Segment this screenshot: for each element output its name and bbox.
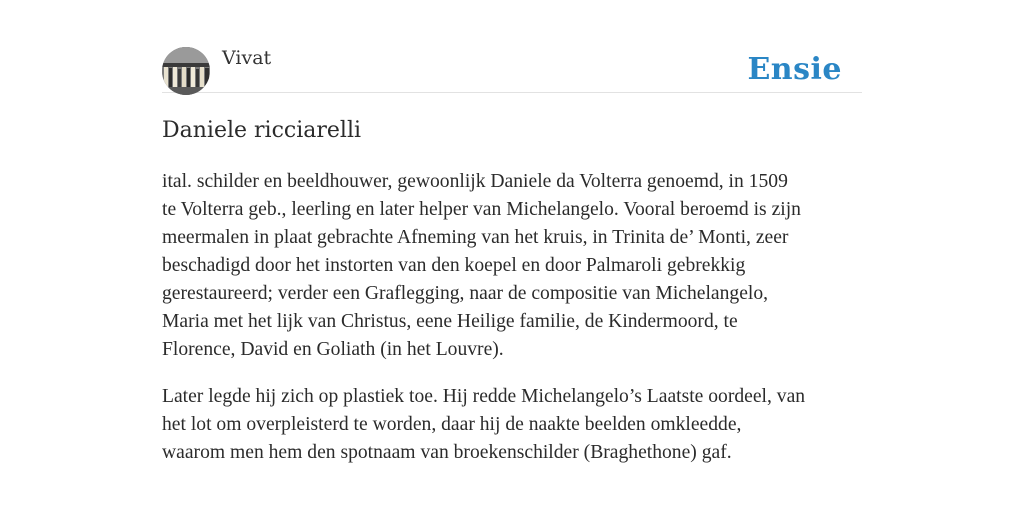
brand-logo[interactable]: Ensie (747, 52, 842, 87)
entry-card (162, 0, 862, 512)
entry-title: Daniele ricciarelli (162, 118, 362, 143)
text-line: het lot om overpleisterd te worden, daar hij de naakte beelden omkleedde, (162, 414, 742, 435)
text-line: waarom men hem den spotnaam van broekenschilder (Braghethone) gaf. (162, 442, 732, 463)
text-line: Florence, David en Goliath (in het Louvre). (162, 339, 504, 360)
text-line: beschadigd door het instorten van den koepel en door Palmaroli gebrekkig (162, 255, 746, 276)
text-line: meermalen in plaat gebrachte Afneming van het kruis, in Trinita de’ Monti, zeer (162, 227, 789, 248)
source-avatar[interactable] (162, 47, 210, 95)
source-name[interactable]: Vivat (222, 47, 272, 69)
text-line: Maria met het lijk van Christus, eene Heilige familie, de Kindermoord, te (162, 311, 738, 332)
book-shelf-icon (162, 47, 210, 95)
text-line: Later legde hij zich op plastiek toe. Hij redde Michelangelo’s Laatste oordeel, van (162, 386, 806, 407)
entry-body (162, 168, 866, 486)
paragraph (162, 383, 866, 467)
entry-header (162, 46, 862, 93)
text-line: te Volterra geb., leerling en later helper van Michelangelo. Vooral beroemd is zijn (162, 199, 801, 220)
paragraph (162, 168, 866, 364)
text-line: ital. schilder en beeldhouwer, gewoonlijk Daniele da Volterra genoemd, in 1509 (162, 171, 788, 192)
text-line: gerestaureerd; verder een Graflegging, naar de compositie van Michelangelo, (162, 283, 769, 304)
